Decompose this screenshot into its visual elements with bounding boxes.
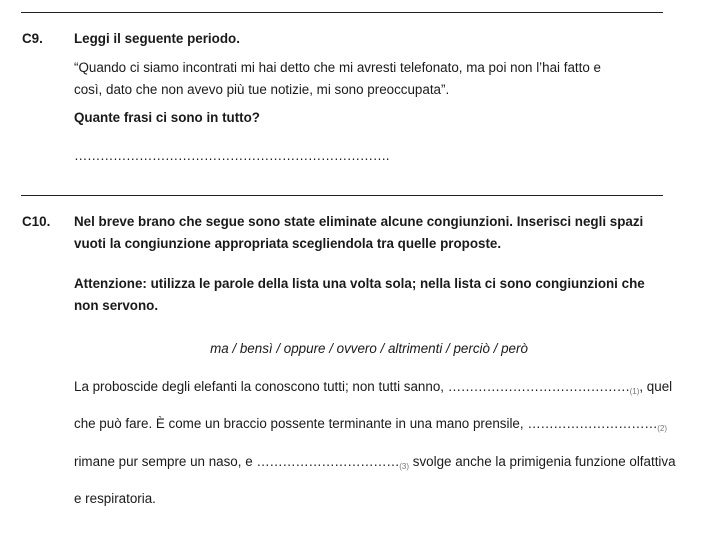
question-instruction: Leggi il seguente periodo. (74, 31, 240, 46)
quote-text-line: “Quando ci siamo incontrati mi hai detto che mi avresti telefonato, ma poi non l’hai fatto e (74, 60, 601, 75)
passage-text: che può fare. È come un braccio possente terminante in una mano prensile, (74, 416, 528, 431)
conjunction-word-list: ma / bensì / oppure / ovvero / altrimenti / perciò / però (210, 341, 528, 356)
attention-note: Attenzione: utilizza le parole della lista una volta sola; nella lista ci sono congiunzioni che (74, 276, 645, 291)
passage-line (74, 416, 667, 433)
passage-line (74, 454, 676, 471)
blank-3[interactable]: …………………………… (256, 454, 400, 469)
top-divider (21, 12, 663, 13)
answer-blank[interactable]: ………………………………………………………………. (74, 148, 390, 163)
question-number: C10. (22, 214, 51, 229)
passage-line: e respiratoria. (74, 491, 156, 506)
passage-line (74, 379, 672, 396)
question-prompt: Quante frasi ci sono in tutto? (74, 110, 260, 125)
attention-note: non servono. (74, 298, 159, 313)
quote-text-line: così, dato che non avevo più tue notizie, mi sono preoccupata”. (74, 82, 450, 97)
question-instruction: vuoti la congiunzione appropriata scegliendola tra quelle proposte. (74, 236, 502, 251)
blank-2-number: (2) (657, 424, 668, 433)
passage-text: rimane pur sempre un naso, e (74, 454, 257, 469)
blank-1[interactable]: …………………………………… (447, 379, 630, 394)
passage-text: svolge anche la primigenia funzione olfattiva (409, 454, 676, 469)
blank-1-number: (1) (629, 387, 640, 396)
blank-2[interactable]: ………………………… (527, 416, 658, 431)
passage-text: La proboscide degli elefanti la conoscono tutti; non tutti sanno, (74, 379, 448, 394)
passage-text: , quel (639, 379, 673, 394)
section-divider (21, 195, 663, 196)
blank-3-number: (3) (399, 462, 410, 471)
question-instruction: Nel breve brano che segue sono state eliminate alcune congiunzioni. Inserisci negli spazi (74, 214, 644, 229)
question-number: C9. (22, 31, 43, 46)
